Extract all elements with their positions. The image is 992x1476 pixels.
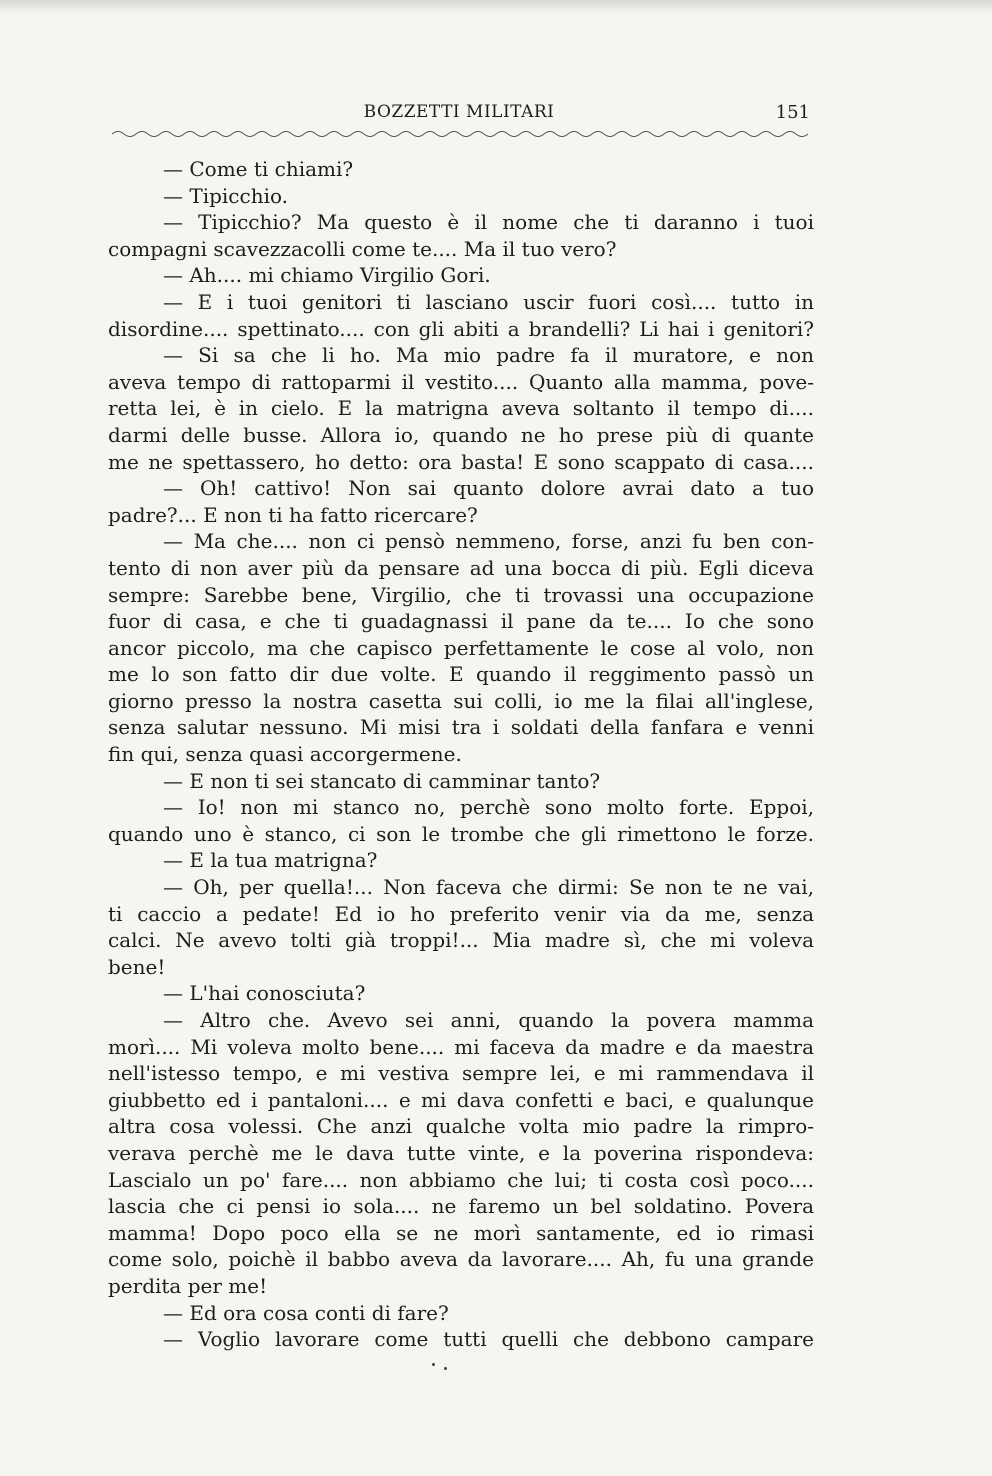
text-line: — Io! non mi stanco no, perchè sono molto forte. Eppoi, [163,795,814,820]
text-line: padre?... E non ti ha fatto ricercare? [108,502,478,527]
text-line: — Ma che.... non ci pensò nemmeno, forse, anzi fu ben con- [163,529,814,554]
text-line: mamma! Dopo poco ella se ne morì santamente, ed io rimasi [108,1220,814,1245]
text-line: perdita per me! [108,1273,268,1298]
text-line: senza salutar nessuno. Mi misi tra i soldati della fanfara e venni [108,715,814,740]
text-line: altra cosa volessi. Che anzi qualche volta mio padre la rimpro- [108,1114,814,1139]
text-line: me ne spettassero, ho detto: ora basta! E sono scappato di casa.... [108,449,814,474]
page-top-edge [0,0,992,14]
text-line: compagni scavezzacolli come te.... Ma il tuo vero? [108,236,617,261]
body-text [108,156,814,1353]
text-line: giubbetto ed i pantaloni.... e mi dava confetti e baci, e qualunque [108,1087,814,1112]
text-line: lascia che ci pensi io sola.... ne faremo un bel soldatino. Povera [108,1194,814,1219]
text-line: — Oh, per quella!... Non faceva che dirmi: Se non te ne vai, [163,875,814,900]
text-line: — L'hai conosciuta? [163,981,366,1006]
text-line: quando uno è stanco, ci son le trombe che gli rimettono le forze. [108,821,814,846]
text-line: — Oh! cattivo! Non sai quanto dolore avrai dato a tuo [163,476,814,501]
text-line: fin qui, senza quasi accorgermene. [108,742,462,767]
text-line: fuor di casa, e che ti guadagnassi il pane da te.... Io che sono [108,609,814,634]
running-head [108,100,810,130]
text-line: ancor piccolo, ma che capisco perfettamente le cose al volo, non [108,635,814,660]
text-line: bene! [108,954,166,979]
header-wavy-rule [112,128,808,138]
text-line: — Ah.... mi chiamo Virgilio Gori. [163,263,491,288]
text-line: — Come ti chiami? [163,157,354,181]
text-line: darmi delle busse. Allora io, quando ne ho prese più di quante [108,422,814,447]
text-line: giorno presso la nostra casetta sui colli, io me la filai all'inglese, [108,688,814,713]
text-line: aveva tempo di rattoparmi il vestito.... Quanto alla mamma, pove- [108,369,814,394]
text-line: sempre: Sarebbe bene, Virgilio, che ti trovassi una occupazione [108,582,814,607]
text-line: — Tipicchio. [163,183,289,208]
text-line: me lo son fatto dir due volte. E quando il reggimento passò un [108,662,814,687]
text-line: morì.... Mi voleva molto bene.... mi faceva da madre e da maestra [108,1034,814,1059]
text-line: ti caccio a pedate! Ed io ho preferito venir via da me, senza [108,901,814,926]
text-line: tento di non aver più da pensare ad una bocca di più. Egli diceva [108,555,814,580]
text-line: — Tipicchio? Ma questo è il nome che ti daranno i tuoi [163,210,814,235]
text-line: — Ed ora cosa conti di fare? [163,1300,449,1325]
speck-mark [432,1363,435,1366]
text-line: disordine.... spettinato.... con gli abiti a brandelli? Li hai i genitori? [108,316,814,341]
text-line: — Altro che. Avevo sei anni, quando la povera mamma [163,1008,814,1032]
text-line: calci. Ne avevo tolti già troppi!... Mia madre sì, che mi voleva [108,928,814,953]
text-line: — Si sa che li ho. Ma mio padre fa il muratore, e non [163,343,814,368]
text-line: — E i tuoi genitori ti lasciano uscir fuori così.... tutto in [163,289,814,314]
text-line: Lascialo un po' fare.... non abbiamo che lui; ti costa così poco.... [108,1167,814,1192]
text-line: — E non ti sei stancato di camminar tanto? [163,768,601,793]
text-line: verava perchè me le dava tutte vinte, e la poverina rispondeva: [108,1140,814,1165]
speck-mark [444,1367,447,1370]
text-line: nell'istesso tempo, e mi vestiva sempre lei, e mi rammendava il [108,1061,814,1086]
text-line: come solo, poichè il babbo aveva da lavorare.... Ah, fu una grande [108,1247,814,1272]
running-title: BOZZETTI MILITARI [363,102,555,122]
text-line: retta lei, è in cielo. E la matrigna aveva soltanto il tempo di.... [108,396,814,421]
text-line: — Voglio lavorare come tutti quelli che debbono campare [163,1327,814,1352]
page-number: 151 [775,102,810,123]
text-line: — E la tua matrigna? [163,848,378,873]
